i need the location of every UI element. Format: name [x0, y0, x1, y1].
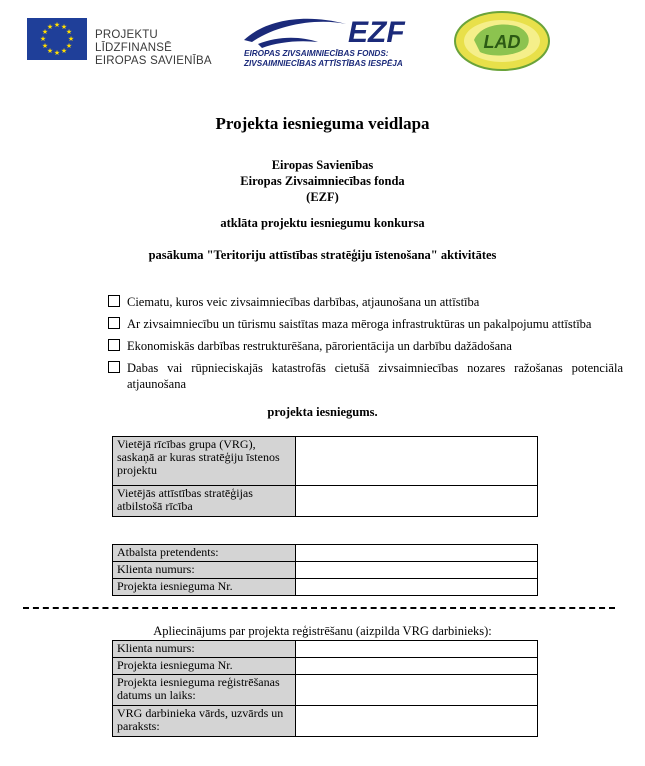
svg-text:★: ★	[41, 42, 49, 50]
field-label: Klienta numurs:	[113, 562, 296, 579]
svg-text:★: ★	[46, 47, 54, 55]
svg-text:★: ★	[46, 23, 54, 31]
table-row	[113, 675, 538, 706]
svg-text:★: ★	[65, 28, 73, 36]
lad-logo	[452, 10, 552, 72]
lad-logo-text: LAD	[483, 32, 521, 52]
table-row	[113, 641, 538, 658]
option-label: Ar zivsaimniecību un tūrismu saistītas maza mēroga infrastruktūras un pakalpojumu attīstība	[127, 317, 592, 331]
option-label: Ciematu, kuros veic zivsaimniecības darbības, atjaunošana un attīstība	[127, 295, 480, 309]
registration-table	[112, 640, 538, 737]
vrg-input[interactable]	[296, 437, 538, 486]
svg-text:★: ★	[67, 35, 75, 43]
table-row	[113, 545, 538, 562]
field-label: Atbalsta pretendents:	[113, 545, 296, 562]
checkbox[interactable]	[108, 317, 120, 329]
activity-option[interactable]	[108, 360, 623, 392]
ezf-subtitle-line1: EIROPAS ZIVSAIMNIECĪBAS FONDS:	[244, 49, 389, 58]
project-application-label: projekta iesniegums.	[267, 405, 378, 419]
table-row	[113, 706, 538, 737]
field-label: Projekta iesnieguma reģistrēšanas datums un laiks:	[113, 675, 296, 706]
page-title: Projekta iesnieguma veidlapa	[215, 114, 430, 133]
applicant-table	[112, 544, 538, 596]
cut-line-divider	[23, 607, 615, 609]
svg-text:★: ★	[41, 28, 49, 36]
fund-heading: Eiropas Savienības Eiropas Zivsaimniecības fonda (EZF)	[240, 158, 405, 204]
svg-text:★: ★	[60, 23, 68, 31]
svg-text:★: ★	[65, 42, 73, 50]
eu-cofinance-text: PROJEKTU LĪDZFINANSĒ EIROPAS SAVIENĪBA	[95, 29, 212, 67]
ezf-logo	[238, 10, 438, 70]
activity-option[interactable]	[108, 338, 623, 354]
checkbox[interactable]	[108, 339, 120, 351]
option-label: Ekonomiskās darbības restrukturēšana, pārorientācija un darbību dažādošana	[127, 339, 512, 353]
field-label: Vietējās attīstības stratēģijas atbilstošā rīcība	[113, 486, 296, 517]
table-row	[113, 562, 538, 579]
vrg-table	[112, 436, 538, 517]
table-row	[113, 658, 538, 675]
registration-datetime-input[interactable]	[296, 675, 538, 706]
option-label: Dabas vai rūpnieciskajās katastrofās cietušā zivsaimniecības nozares ražošanas potenciāla atjaunošana	[127, 361, 623, 391]
checkbox[interactable]	[108, 361, 120, 373]
header-logos	[0, 6, 645, 72]
measure-heading: pasākuma "Teritoriju attīstības stratēģiju īstenošana" aktivitātes	[148, 248, 497, 262]
table-row	[113, 437, 538, 486]
registration-confirmation-title: Apliecinājums par projekta reģistrēšanu (aizpilda VRG darbinieks):	[153, 624, 492, 638]
ezf-subtitle-line2: ZIVSAIMNIECĪBAS ATTĪSTĪBAS IESPĒJA	[244, 59, 403, 68]
svg-text:★: ★	[53, 49, 61, 57]
field-label: Klienta numurs:	[113, 641, 296, 658]
signature-input[interactable]	[296, 706, 538, 737]
svg-text:★: ★	[53, 21, 61, 29]
application-number-input[interactable]	[296, 579, 538, 596]
competition-heading: atklāta projektu iesniegumu konkursa	[220, 216, 425, 230]
strategy-action-input[interactable]	[296, 486, 538, 517]
field-label: Projekta iesnieguma Nr.	[113, 579, 296, 596]
client-number-input[interactable]	[296, 562, 538, 579]
field-label: Vietējā rīcības grupa (VRG), saskaņā ar kuras stratēģiju īstenos projektu	[113, 437, 296, 486]
table-row	[113, 579, 538, 596]
ezf-logo-text: EZF	[348, 16, 405, 49]
svg-text:★: ★	[60, 47, 68, 55]
table-row	[113, 486, 538, 517]
applicant-input[interactable]	[296, 545, 538, 562]
activity-option[interactable]	[108, 316, 623, 332]
activity-options	[108, 294, 623, 398]
field-label: VRG darbinieka vārds, uzvārds un paraksts:	[113, 706, 296, 737]
eu-flag-logo	[27, 18, 87, 60]
field-label: Projekta iesnieguma Nr.	[113, 658, 296, 675]
reg-application-number-input[interactable]	[296, 658, 538, 675]
checkbox[interactable]	[108, 295, 120, 307]
activity-option[interactable]	[108, 294, 623, 310]
reg-client-number-input[interactable]	[296, 641, 538, 658]
svg-text:★: ★	[39, 35, 47, 43]
